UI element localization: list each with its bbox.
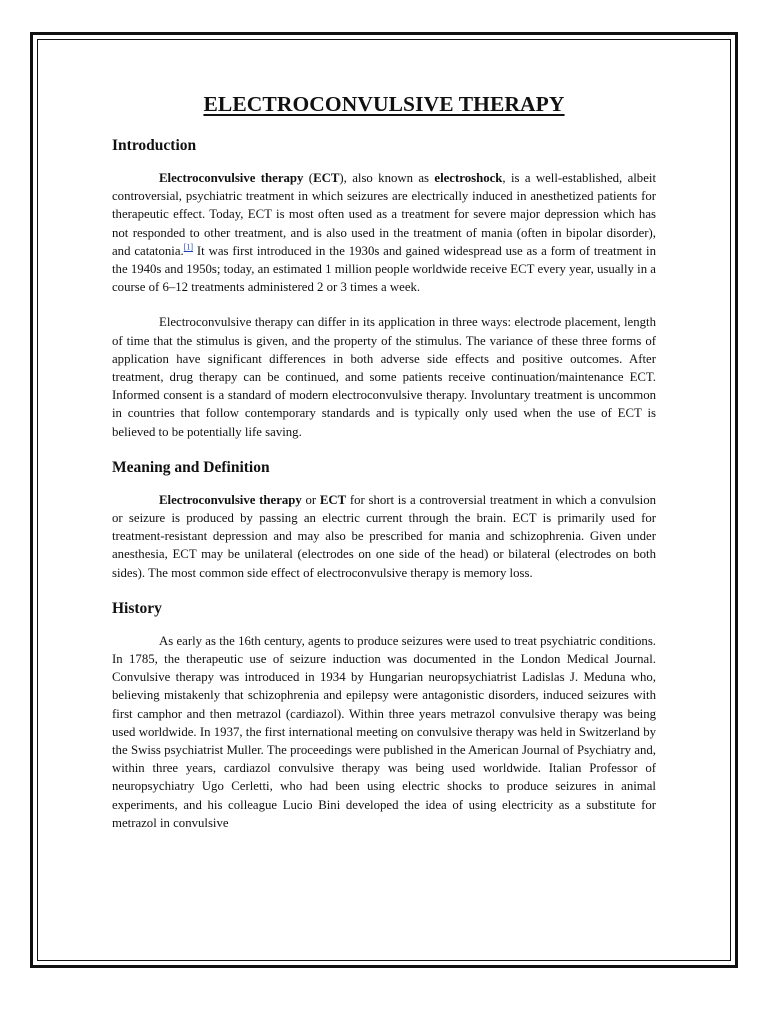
- document-title: ELECTROCONVULSIVE THERAPY: [203, 92, 565, 116]
- term-electroshock: electroshock: [434, 171, 503, 185]
- reference-link[interactable]: [1]: [183, 242, 194, 252]
- paragraph-introduction-1: Electroconvulsive therapy (ECT), also known as electroshock, is a well-established, albeit controversial, psychiatric treatment in which seizures are electrically induced in anesthetized patients for therapeutic effect. Today, ECT is most often used as a treatment for severe major depression which has not responded to other treatment, and is also used in the treatment of mania (often in bipolar disorder), and catatonia.[1] It was first introduced in the 1930s and gained widespread use as a form of treatment in the 1940s and 1950s; today, an estimated 1 million people worldwide receive ECT every year, usually in a course of 6–12 treatments administered 2 or 3 times a week.: [112, 171, 657, 295]
- paragraph-meaning-1: Electroconvulsive therapy or ECT for short is a controversial treatment in which a convulsion or seizure is produced by passing an electric current through the brain. ECT is primarily used for treatment-resistant depression and may also be prescribed for mania and schizophrenia. Given under anesthesia, ECT may be unilateral (electrodes on one side of the head) or bilateral (electrodes on both sides). The most common side effect of electroconvulsive therapy is memory loss.: [112, 492, 656, 580]
- heading-introduction: Introduction: [112, 137, 197, 154]
- heading-history: History: [112, 599, 162, 617]
- term-electroconvulsive-therapy: Electroconvulsive therapy: [159, 492, 302, 507]
- term-ect: ECT: [319, 492, 347, 507]
- heading-meaning-definition: Meaning and Definition: [112, 458, 270, 476]
- paragraph-history-1: As early as the 16th century, agents to produce seizures were used to treat psychiatric conditions. In 1785, the therapeutic use of seizure induction was documented in the London Medical Journal. Convulsive therapy was introduced in 1934 by Hungarian neuropsychiatrist Ladislas J. Meduna who, believing mistakenly that schizophrenia and epilepsy were antagonistic disorders, induced seizures with first camphor and then metrazol (cardiazol). Within three years metrazol convulsive therapy was being used worldwide. In 1937, the first international meeting on convulsive therapy was held in Switzerland by the Swiss psychiatrist Muller. The proceedings were published in the American Journal of Psychiatry and, within three years, cardiazol convulsive therapy was being used worldwide. Italian Professor of neuropsychiatry Ugo Cerletti, who had been using electric shocks to produce seizures in animal experiments, and his colleague Lucio Bini developed the idea of using electricity as a substitute for metrazol in convulsive: [112, 633, 656, 830]
- term-ect: ECT: [313, 171, 340, 185]
- term-electroconvulsive-therapy: Electroconvulsive therapy: [159, 171, 304, 185]
- document-body: [112, 92, 656, 832]
- paragraph-introduction-2: Electroconvulsive therapy can differ in its application in three ways: electrode placement, length of time that the stimulus is given, and the property of the stimulus. The variance of these three forms of application have significant differences in both adverse side effects and positive outcomes. After treatment, drug therapy can be continued, and some patients receive continuation/maintenance ECT. Informed consent is a standard of modern electroconvulsive therapy. Involuntary treatment is uncommon in countries that follow contemporary standards and is typically only used when the use of ECT is believed to be potentially life saving.: [112, 315, 656, 439]
